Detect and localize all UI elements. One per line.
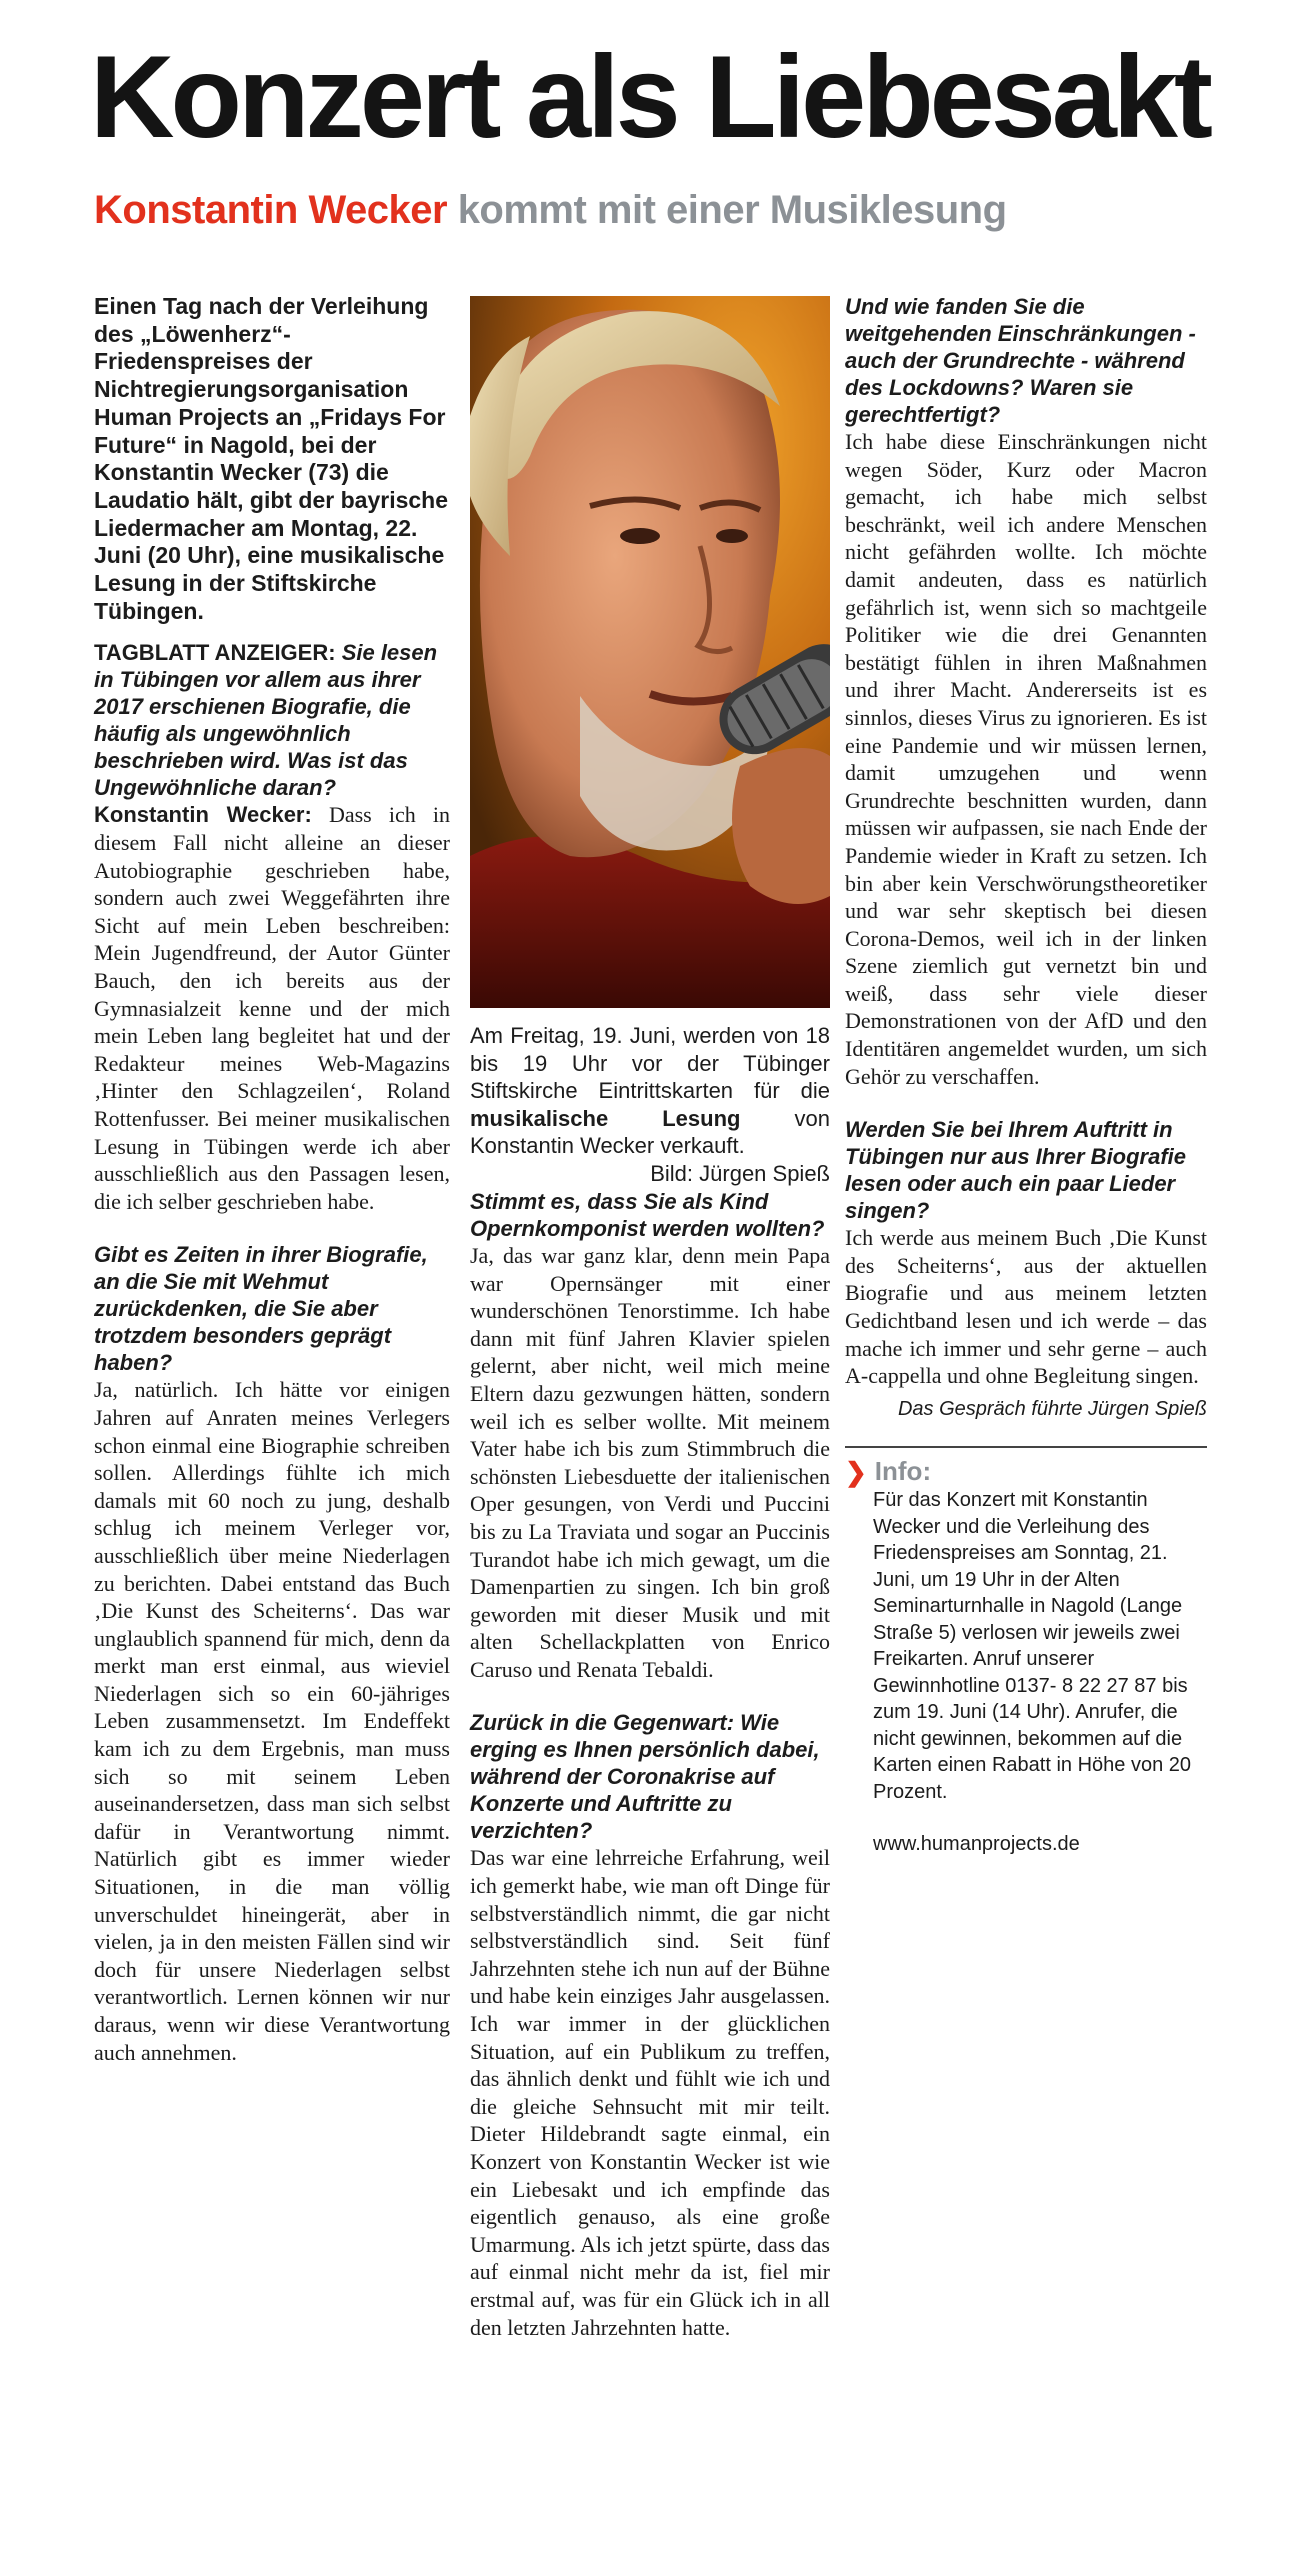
info-url-link[interactable]: www.humanprojects.de: [873, 1833, 1080, 1856]
answer-1-text: Dass ich in diesem Fall nicht alleine an dieser Autobiographie geschrieben habe, sondern auch zwei Weggefährten ihre Sicht auf mein Leben beschreiben: Mein Jugendfreund, der Autor Günter Bauch, den ich bereits aus der Gymnasialzeit kenne und der mich mein Leben lang begleitet hat und der Redakteur meines Web-Magazins ‚Hinter den Schlagzeilen‘, Roland Rottenfusser. Bei meiner musikalischen Lesung in Tübingen werde ich aber ausschließlich aus den Passagen lesen, die ich selber geschrieben habe.: [94, 802, 451, 1214]
answer-1: [94, 801, 450, 1215]
singer-photo-illustration: [470, 296, 830, 1008]
question-1: [94, 639, 450, 801]
column-2: [470, 1022, 830, 2341]
chevron-right-icon: ❯: [845, 1456, 867, 1487]
caption-bold: musikalische Lesung: [470, 1105, 741, 1131]
lead-paragraph: Einen Tag nach der Verleihung des „Löwenherz“-Friedenspreises der Nichtregierungsorganisation Human Projects an „Fridays For Future“ in Nagold, bei der Konstantin Wecker (73) die Laudatio hält, gibt der bayrische Liedermacher am Montag, 22. Juni (20 Uhr), eine musikalische Lesung in der Stiftskirche Tübingen.: [94, 293, 449, 624]
answer-3: Ja, das war ganz klar, denn mein Papa war Opernsänger mit einer wunderschönen Tenorstimme. Ich habe dann mit fünf Jahren Klavier spielen gelernt, aber nicht, weil mich meine Eltern dazu gezwungen hätten, sondern weil ich es selber wollte. Mit meinem Vater habe ich bis zum Stimmbruch die schönsten Liebesduette der italienischen Oper gesungen, von Verdi und Puccini bis zu La Traviata und sogar an Puccinis Turandot habe ich mich gewagt, um die Damenpartien zu singen. Ich bin groß geworden mit dieser Musik und mit alten Schellackplatten von Enrico Caruso und Renata Tebaldi.: [470, 1242, 830, 1682]
question-3: Stimmt es, dass Sie als Kind Opernkomponist werden wollten?: [470, 1188, 825, 1241]
interview-signoff: Das Gespräch führte Jürgen Spieß: [897, 1397, 1207, 1420]
column-1: [94, 293, 450, 2066]
portrait-photo: [470, 296, 830, 1008]
subline-name: Konstantin Wecker: [94, 188, 448, 232]
info-heading: [845, 1455, 1207, 1487]
column-3: [845, 293, 1207, 1859]
question-2: Gibt es Zeiten in ihrer Biografie, an die Sie mit Wehmut zurückdenken, die Sie aber trotzdem besonders geprägt haben?: [94, 1242, 428, 1376]
question-4: Zurück in die Gegenwart: Wie erging es Ihnen persönlich dabei, während der Coronakrise auf Konzerte und Auftritte zu verzichten?: [470, 1710, 820, 1844]
headline: Konzert als Liebesakt: [90, 31, 1209, 162]
photo-caption: [470, 1022, 830, 1186]
info-title: Info:: [874, 1455, 932, 1486]
subline-rest: kommt mit einer Musiklesung: [457, 188, 1007, 232]
subline: [94, 188, 1007, 233]
answer-2: Ja, natürlich. Ich hätte vor einigen Jahren auf Anraten meines Verlegers schon einmal eine Biographie schreiben sollen. Allerdings fühlte ich mich damals mit 60 noch zu jung, deshalb schlug ich meinem Verleger vor, ausschließlich über meine Niederlagen zu berichten. Dabei entstand das Buch ‚Die Kunst des Scheiterns‘. Das war unglaublich spannend für mich, denn da merkt man erst einmal, aus wieviel Niederlagen sich so ein 60-jähriges Leben zusammensetzt. Im Endeffekt kam ich zu dem Ergebnis, man muss sich so mit seinem Leben auseinandersetzen, dass man sich selbst dafür in Verantwortung nimmt. Natürlich gibt es immer wieder Situationen, in die man völlig unverschuldet hineingerät, aber in vielen, ja in den meisten Fällen sind wir doch für unsere Niederlagen selbst verantwortlich. Lernen können wir nur daraus, wenn wir diese Verantwortung auch annehmen.: [94, 1377, 450, 2065]
caption-text: Am Freitag, 19. Juni, werden von 18 bis 19 Uhr vor der Tübinger Stiftskirche Eintrittskarten für die: [470, 1023, 830, 1104]
speaker-label: Konstantin Wecker:: [94, 802, 312, 828]
interviewer-label: TAGBLATT ANZEIGER:: [94, 640, 336, 666]
answer-5: Ich habe diese Einschränkungen nicht wegen Söder, Kurz oder Macron gemacht, ich habe mich selbst beschränkt, weil ich andere Menschen nicht gefährden wollte. Ich möchte damit andeuten, dass es natürlich gefährlich ist, wenn sich so machtgeile Politiker wie die drei Genannten bestätigt fühlen in ihren Maßnahmen und ihrer Macht. Andererseits ist es sinnlos, dieses Virus zu ignorieren. Es ist eine Pandemie und wir müssen lernen, damit umzugehen und wenn Grundrechte beschnitten wurden, dann müssen wir aufpassen, sie nach Ende der Pandemie wieder in Kraft zu setzen. Ich bin aber kein Verschwörungstheoretiker und war sehr skeptisch bei diesen Corona-Demos, weil ich in der linken Szene ziemlich gut vernetzt bin und weiß, dass sehr viele dieser Demonstrationen von der AfD und den Identitären angemeldet wurden, um sich Gehör zu verschaffen.: [845, 429, 1207, 1089]
question-5: Und wie fanden Sie die weitgehenden Einschränkungen - auch der Grundrechte - während des Lockdowns? Waren sie gerechtfertigt?: [845, 294, 1196, 427]
caption-text-end: von Konstantin Wecker verkauft.: [470, 1105, 830, 1159]
info-body: Für das Konzert mit Konstantin Wecker und die Verleihung des Friedenspreises am Sonntag, 21. Juni, um 19 Uhr in der Alten Seminarturnhalle in Nagold (Lange Straße 5) verlosen wir jeweils zwei Freikarten. Anruf unserer Gewinnhotline 0137- 8 22 27 87 bis zum 19. Juni (14 Uhr). Anrufer, die nicht gewinnen, bekommen auf die Karten einen Rabatt in Höhe von 20 Prozent.: [873, 1489, 1191, 1803]
question-1-text: Sie lesen in Tübingen vor allem aus ihrer 2017 erschienen Biografie, die häufig als ungewöhnlich beschrieben wird. Was ist das Ungewöhnliche daran?: [94, 640, 438, 801]
photo-credit: Bild: Jürgen Spieß: [650, 1160, 830, 1186]
answer-6: Ich werde aus meinem Buch ‚Die Kunst des Scheiterns‘, aus der aktuellen Biografie und aus meinem letzten Gedichtband lesen und ich werde – das mache ich immer und sehr gerne – auch A-cappella und ohne Begleitung singen.: [845, 1225, 1207, 1389]
info-divider: [845, 1446, 1207, 1448]
answer-4: Das war eine lehrreiche Erfahrung, weil ich gemerkt habe, wie man oft Dinge für selbstverständlich nimmt, die gar nicht selbstverständlich sind. Seit fünf Jahrzehnten stehe ich nun auf der Bühne und habe kein einziges Jahr ausgelassen. Ich war immer in der glücklichen Situation, auf ein Publikum zu treffen, das ähnlich denkt und fühlt wie ich und die gleiche Sehnsucht mit mir teilt. Dieter Hildebrandt sagte einmal, ein Konzert von Konstantin Wecker ist wie ein Liebesakt und ich empfinde das eigentlich genauso, als eine große Umarmung. Als ich jetzt spürte, dass das auf einmal nicht mehr da ist, fiel mir erstmal auf, was für ein Glück ich in all den letzten Jahrzehnten hatte.: [470, 1845, 830, 2340]
question-6: Werden Sie bei Ihrem Auftritt in Tübingen nur aus Ihrer Biografie lesen oder auch ein paar Lieder singen?: [845, 1117, 1187, 1224]
